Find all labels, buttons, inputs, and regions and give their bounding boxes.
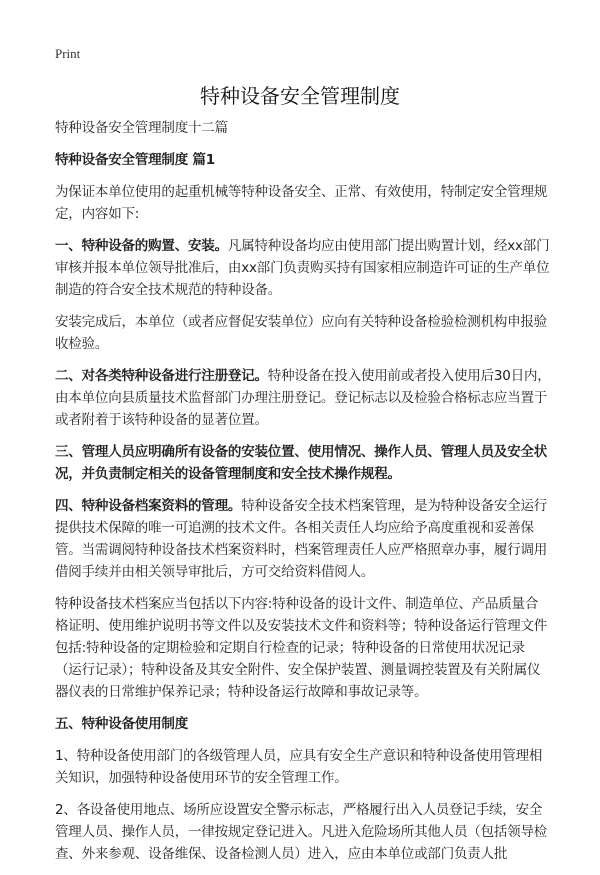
paragraph-usage-1: 1、特种设备使用部门的各级管理人员，应具有安全生产意识和特种设备使用管理相关知识，加强特种设备使用环节的安全管理工作。: [55, 748, 543, 786]
subtitle: 特种设备安全管理制度十二篇: [55, 120, 228, 136]
section-heading: 特种设备安全管理制度 篇1: [55, 152, 215, 168]
paragraph-registration: [55, 365, 551, 431]
paragraph-archives: [55, 495, 551, 583]
paragraph-lead: 一、特种设备的购置、安装。: [55, 238, 228, 254]
print-link[interactable]: Print: [55, 46, 81, 61]
paragraph-management: 三、管理人员应明确所有设备的安装位置、使用情况、操作人员、管理人员及安全状况，并负责制定相关的设备管理制度和安全技术操作规程。: [55, 444, 548, 482]
usage-heading: 五、特种设备使用制度: [55, 716, 188, 732]
paragraph-text: 凡属特种设备均应由使用部门提出购置计划，经xx部门审核并报本单位领导批准后，由xx部门负责购买持有国家相应制造许可证的生产单位制造的符合安全技术规范的特种设备。: [55, 238, 550, 298]
document-title: 特种设备安全管理制度: [200, 84, 400, 108]
paragraph-lead: 二、对各类特种设备进行注册登记。: [55, 368, 268, 384]
paragraph-intro: 为保证本单位使用的起重机械等特种设备安全、正常、有效使用，特制定安全管理规定，内容如下:: [55, 184, 548, 222]
paragraph-archive-contents: 特种设备技术档案应当包括以下内容:特种设备的设计文件、制造单位、产品质量合格证明、使用维护说明书等文件以及安装技术文件和资料等；特种设备运行管理文件包括:特种设备的定期检验和定期自行检查的记录；特种设备的日常使用状况记录（运行记录）；特种设备及其安全附件、安全保护装置、测量调控装置及有关附属仪器仪表的日常维护保养记录；特种设备运行故障和事故记录等。: [55, 596, 548, 700]
paragraph-acceptance: 安装完成后，本单位（或者应督促安装单位）应向有关特种设备检验检测机构申报验收检验。: [55, 314, 548, 352]
paragraph-text: 特种设备在投入使用前或者投入使用后30日内，由本单位向县质量技术监督部门办理注册登记。登记标志以及检验合格标志应当置于或者附着于该特种设备的显著位置。: [55, 368, 551, 428]
paragraph-text: 特种设备安全技术档案管理，是为特种设备安全运行提供技术保障的唯一可追溯的技术文件。各相关责任人均应给予高度重视和妥善保管。当需调阅特种设备技术档案资料时，档案管理责任人应严格照章办事，履行调用借阅手续并由相关领导审批后，方可交给资料借阅人。: [55, 498, 548, 580]
document-body: [55, 117, 551, 875]
paragraph-purchase: [55, 235, 551, 301]
paragraph-lead: 四、特种设备档案资料的管理。: [55, 498, 242, 514]
paragraph-usage-2: 2、各设备使用地点、场所应设置安全警示标志，严格履行出入人员登记手续，安全管理人员、操作人员，一律按规定登记进入。凡进入危险场所其他人员（包括领导检查、外来参观、设备维保、设备检测人员）进入，应由本单位或部门负责人批: [55, 802, 548, 862]
